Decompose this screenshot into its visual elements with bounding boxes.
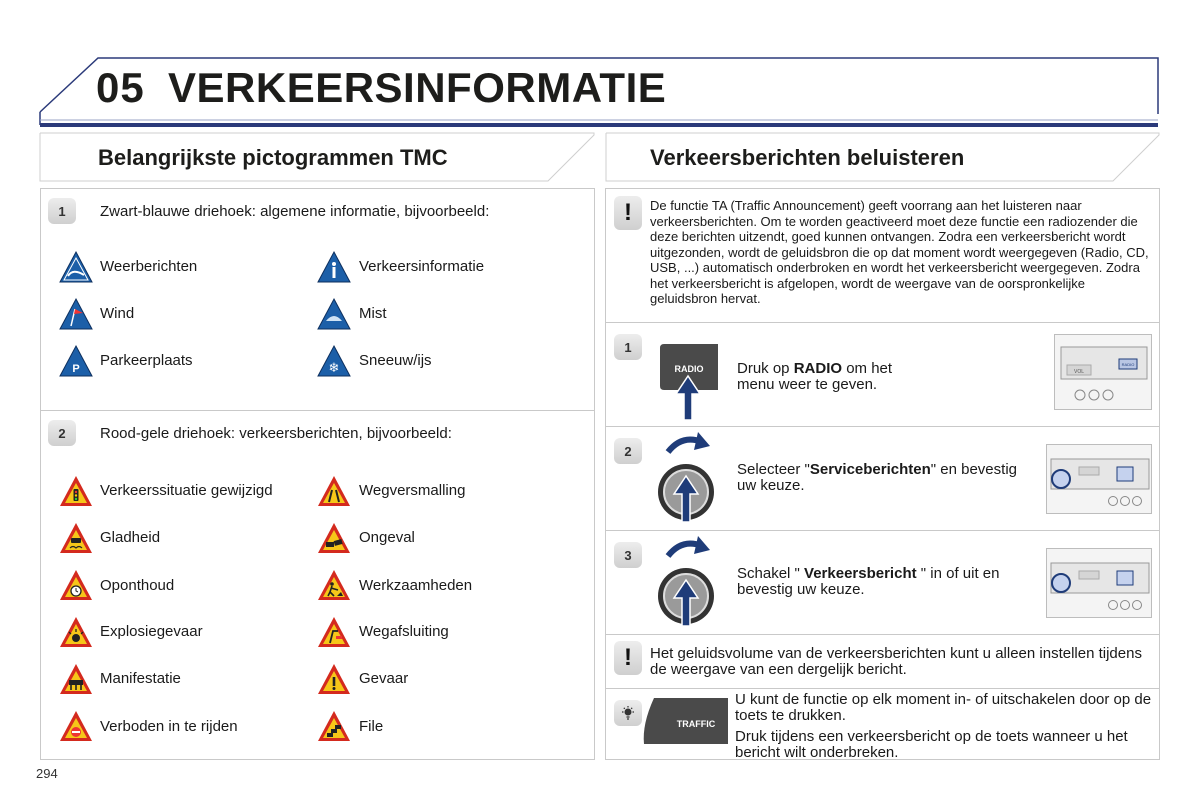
sign-label-sneeuw-ijs: Sneeuw/ijs <box>359 352 432 369</box>
delay-sign-icon <box>59 568 93 602</box>
svg-text:VOL: VOL <box>1073 369 1085 375</box>
group2-intro: Rood-gele driehoek: verkeersberichten, bijvoorbeeld: <box>100 425 452 442</box>
no-entry-sign-icon <box>59 709 93 743</box>
radio-panel-drawing <box>1047 445 1153 515</box>
panel-divider <box>605 634 1160 635</box>
sign-label-manifestatie: Manifestatie <box>100 670 181 687</box>
roadworks-sign-icon <box>317 568 351 602</box>
step-badge-3: 3 <box>614 542 642 568</box>
sign-label-wind: Wind <box>100 305 135 322</box>
sign-label-gladheid: Gladheid <box>100 529 161 546</box>
panel-divider <box>605 688 1160 689</box>
warning-icon: ! <box>614 641 642 675</box>
demonstration-sign-icon <box>59 662 93 696</box>
step-1-text: Druk op RADIO om het menu weer te geven. <box>737 360 893 393</box>
fog-sign-icon <box>317 297 351 331</box>
rotary-knob-illustration <box>652 428 724 526</box>
panel-divider <box>605 426 1160 427</box>
rotary-knob-illustration <box>652 532 724 630</box>
warning-icon: ! <box>614 196 642 230</box>
information-sign-icon <box>317 250 351 284</box>
sign-label-verkeersinformatie: Verkeersinformatie <box>359 258 485 275</box>
sign-label-mist: Mist <box>359 305 387 322</box>
sign-label-weerberichten: Weerberichten <box>100 258 198 275</box>
sign-label-wegafsluiting: Wegafsluiting <box>359 623 449 640</box>
sign-label-verboden: Verboden in te rijden <box>100 718 238 735</box>
sign-label-gevaar: Gevaar <box>359 670 409 687</box>
radio-panel-drawing <box>1055 335 1153 411</box>
sign-label-parkeerplaats: Parkeerplaats <box>100 352 193 369</box>
radio-panel-thumbnail-3 <box>1046 548 1152 618</box>
step-2-text: Selecteer "Serviceberichten" en bevestig uw keuze. <box>737 461 1017 494</box>
svg-text:❄: ❄ <box>328 361 340 376</box>
lightbulb-icon <box>620 705 636 721</box>
weather-sign-icon <box>59 250 93 284</box>
parking-sign-icon <box>59 344 93 378</box>
sign-label-file: File <box>359 718 384 735</box>
chapter-number: 05 <box>96 64 145 111</box>
road-narrows-sign-icon <box>317 474 351 508</box>
radio-panel-thumbnail-1 <box>1054 334 1152 410</box>
sign-label-verkeerssituatie: Verkeerssituatie gewijzigd <box>100 482 273 499</box>
slippery-road-sign-icon <box>59 521 93 555</box>
traffic-jam-sign-icon <box>317 709 351 743</box>
sign-label-explosiegevaar: Explosiegevaar <box>100 623 203 640</box>
tip-icon <box>614 700 642 726</box>
ta-note: De functie TA (Traffic Announcement) geeft voorrang aan het luisteren naar verkeersberichten. Om te worden geactiveerd moet deze functie een radiozender die deze berichten uitzendt, goed kunnen ontvangen. Zodra een verkeersbericht wordt uitgezonden, wordt de geluidsbron die op dat moment wordt weergegeven (Radio, CD, USB, ...) automatisch onderbroken en wordt het verkeersbericht weergegeven. Zodra het verkeersbericht is afgelopen, wordt de weergave van de oorspronkelijke geluidsbron hervat. <box>650 198 1149 306</box>
sign-label-ongeval: Ongeval <box>359 529 415 546</box>
accident-sign-icon <box>317 521 351 555</box>
step-badge-1: 1 <box>48 198 76 224</box>
tip-line-1: U kunt de functie op elk moment in- of uitschakelen door op de toets te drukken. <box>735 691 1152 724</box>
radio-panel-drawing <box>1047 549 1153 619</box>
snow-ice-sign-icon <box>317 344 351 378</box>
volume-note: Het geluidsvolume van de verkeersberichten kunt u alleen instellen tijdens de weergave van een dergelijk bericht. <box>650 645 1142 678</box>
tip-line-2: Druk tijdens een verkeersbericht op de toets wanneer u het bericht wilt onderbreken. <box>735 728 1128 761</box>
svg-text:RADIO: RADIO <box>1121 362 1135 367</box>
radio-panel-thumbnail-2 <box>1046 444 1152 514</box>
right-section-title: Verkeersberichten beluisteren <box>650 145 965 170</box>
panel-divider <box>40 410 595 411</box>
page-number: 294 <box>36 766 58 781</box>
step-badge-1: 1 <box>614 334 642 360</box>
group1-intro: Zwart-blauwe driehoek: algemene informatie, bijvoorbeeld: <box>100 203 490 220</box>
traffic-button-label: TRAFFIC <box>676 719 716 729</box>
sign-label-werkzaamheden: Werkzaamheden <box>359 577 473 594</box>
radio-button-illustration <box>652 340 724 422</box>
wind-sign-icon <box>59 297 93 331</box>
svg-text:P: P <box>72 363 80 375</box>
traffic-changed-sign-icon <box>59 474 93 508</box>
road-closure-sign-icon <box>317 615 351 649</box>
step-badge-2: 2 <box>48 420 76 446</box>
panel-divider <box>605 322 1160 323</box>
radio-button-label: RADIO <box>674 364 704 374</box>
chapter-title: VERKEERSINFORMATIE <box>168 64 667 111</box>
panel-divider <box>605 530 1160 531</box>
step-3-text: Schakel " Verkeersbericht " in of uit en bevestig uw keuze. <box>737 565 1000 598</box>
explosion-hazard-sign-icon <box>59 615 93 649</box>
step-badge-2: 2 <box>614 438 642 464</box>
sign-label-wegversmalling: Wegversmalling <box>359 482 466 499</box>
danger-sign-icon <box>317 662 351 696</box>
traffic-button-illustration <box>640 694 730 748</box>
left-section-title: Belangrijkste pictogrammen TMC <box>98 145 448 170</box>
sign-label-oponthoud: Oponthoud <box>100 577 175 594</box>
